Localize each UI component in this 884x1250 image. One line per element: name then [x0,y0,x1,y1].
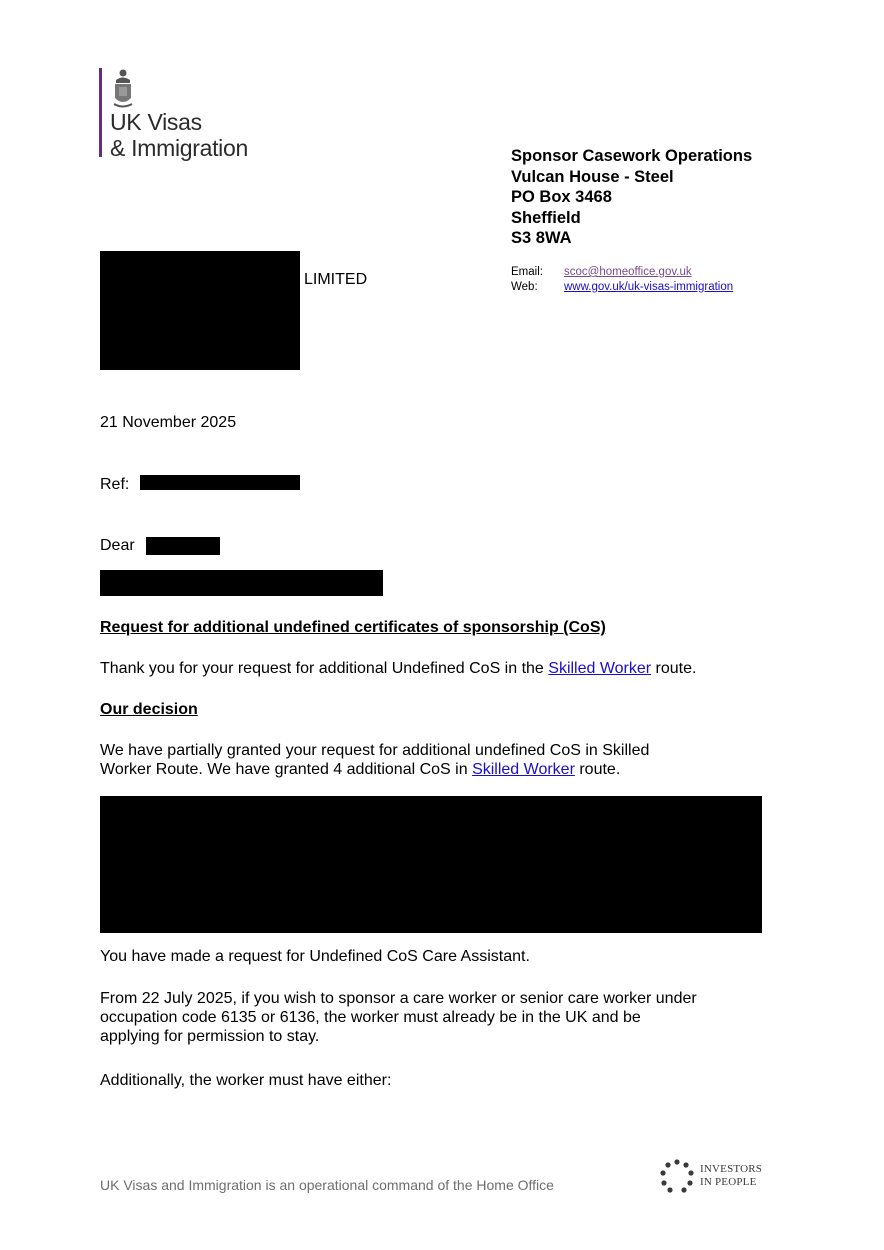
address-line: S3 8WA [511,229,572,247]
policy-paragraph [100,989,697,1046]
decision-line-2: Worker Route. We have granted 4 additional CoS in Skilled Worker route. [100,761,621,778]
redacted-recipient-name [146,537,220,555]
web-label: Web: [511,281,538,293]
policy-line: occupation code 6135 or 6136, the worker must already be in the UK and be [100,1009,641,1026]
email-row [511,265,692,279]
recipient-company-suffix: LIMITED [304,271,368,288]
address-line: Sheffield [511,208,581,227]
logo-line-2: & Immigration [110,135,248,161]
decision-line-1: We have partially granted your request for additional undefined CoS in Skilled [100,742,650,759]
email-link[interactable]: scoc@homeoffice.gov.uk [564,266,692,278]
intro-text: Thank you for your request for additional Undefined CoS in the [100,660,549,677]
redacted-line [100,570,383,596]
investors-in-people-icon [658,1158,696,1194]
additional-paragraph: Additionally, the worker must have either: [100,1072,392,1089]
salutation: Dear [100,537,135,554]
address-line: Vulcan House - Steel [511,167,674,186]
iip-line-1: INVESTORS [700,1163,763,1175]
logo-accent-bar [99,68,102,157]
intro-paragraph [100,659,696,678]
letter-date: 21 November 2025 [100,414,237,431]
sender-address [511,146,752,249]
redacted-reference [140,475,300,490]
email-label: Email: [511,266,543,278]
address-line: PO Box 3468 [511,188,612,206]
royal-crest-icon [110,68,136,110]
redacted-paragraph [100,796,762,933]
intro-text-end: route. [651,660,697,677]
subject-heading: Request for additional undefined certificates of sponsorship (CoS) [100,619,606,636]
iip-line-2: IN PEOPLE [700,1176,757,1188]
decision-heading: Our decision [100,701,198,718]
redacted-recipient-address [100,251,300,370]
skilled-worker-link[interactable]: Skilled Worker [548,660,652,677]
decision-paragraph [100,741,649,779]
address-line: Sponsor Casework Operations [511,147,753,165]
policy-line: From 22 July 2025, if you wish to sponsor a care worker or senior care worker under [100,990,697,1007]
policy-line: applying for permission to stay. [100,1028,320,1045]
web-link[interactable]: www.gov.uk/uk-visas-immigration [564,281,734,293]
logo-line-1: UK Visas [110,109,202,135]
reference-label: Ref: [100,476,130,493]
skilled-worker-link[interactable]: Skilled Worker [472,761,575,778]
footer-text: UK Visas and Immigration is an operational command of the Home Office [100,1177,554,1193]
web-row [511,280,733,294]
request-paragraph: You have made a request for Undefined CoS Care Assistant. [100,948,530,965]
